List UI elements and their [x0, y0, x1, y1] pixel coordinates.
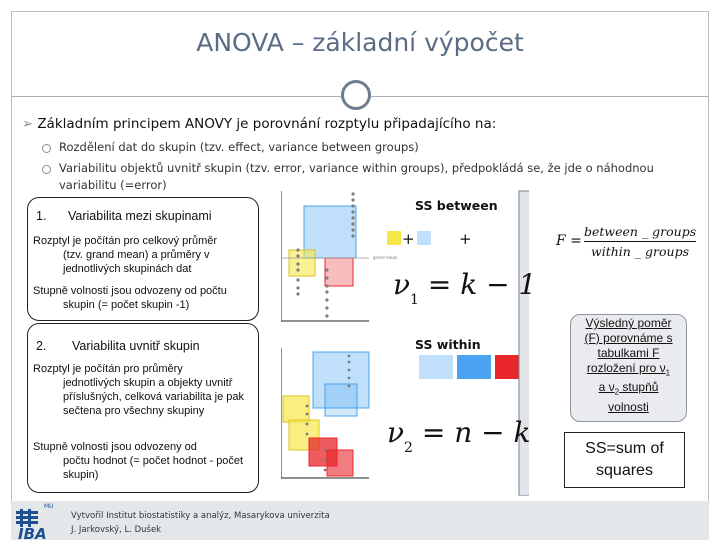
f-denominator: within _ groups [591, 244, 689, 259]
nu-index: 2 [404, 440, 413, 456]
box-heading: Variabilita uvnitř skupin [72, 339, 200, 353]
paragraph-line: Rozptyl je počítán pro celkový průměr [33, 235, 218, 247]
paragraph-line: (tzv. grand mean) a průměry v jednotlivých skupinách dat [63, 249, 210, 275]
bullet-arrow-icon: ➢ [22, 116, 34, 132]
paragraph-line: Rozptyl je počítán pro průměry [33, 363, 183, 375]
grand-mean-label: grand mean [373, 255, 398, 260]
formula-rhs: = n − k [412, 416, 531, 449]
paragraph-line: jednotlivých skupin a objekty uvnitř příslušných, celková variabilita je pak sečtena pro všechny skupiny [63, 377, 244, 417]
lead-text [22, 116, 496, 132]
footer [11, 501, 709, 540]
callout-index: 2 [614, 387, 620, 397]
ss-within-label: SS within [415, 337, 481, 352]
nu-symbol: ν [393, 268, 411, 301]
ss-note-line: SS=sum of [585, 440, 664, 457]
paragraph-line: Stupně volnosti jsou odvozeny od počtu [33, 285, 227, 297]
df-paragraph [33, 284, 252, 312]
ss-definition-box [564, 432, 685, 488]
footer-line: J. Jarkovský, L. Dušek [71, 525, 162, 535]
f-lhs: F = [556, 233, 582, 249]
footer-line: Vytvořil Institut biostatistiky a analýz, Masarykova univerzita [71, 511, 330, 521]
bullet-text: Rozdělení dat do skupin (tzv. effect, variance between groups) [59, 140, 419, 154]
nu-symbol: ν [387, 416, 405, 449]
paragraph-line: Stupně volnosti jsou odvozeny od [33, 441, 197, 453]
plus-sign: + [459, 230, 472, 248]
callout-index: 1 [665, 368, 671, 378]
formula-rhs: = k − 1 [418, 268, 537, 301]
box-heading: Variabilita mezi skupinami [68, 209, 212, 223]
plus-sign: + [402, 230, 415, 248]
fraction-bar [584, 241, 696, 242]
bullet-item [44, 139, 664, 156]
bullet-circle-icon [42, 144, 51, 153]
divider-ring-ornament [341, 80, 371, 110]
ss-note-line: squares [596, 462, 653, 479]
ss-between-label: SS between [415, 198, 498, 213]
logo-small-text: MU [44, 503, 54, 510]
lead-label: Základním principem ANOVY je porovnání rozptylu připadajícího na: [37, 116, 497, 132]
variance-paragraph [33, 362, 252, 418]
callout-line: stupňů [619, 380, 659, 395]
f-numerator: between _ groups [584, 224, 697, 239]
callout-line: (F) porovnáme s [584, 331, 673, 345]
footer-credits [71, 509, 330, 537]
slide-title: ANOVA – základní výpočet [196, 28, 524, 57]
between-groups-box [27, 197, 259, 321]
bullet-text: Variabilitu objektů uvnitř skupin (tzv. error, variance within groups), předpokládá se, že jde o náhodnou variabilitu (=error) [59, 161, 654, 192]
ss-diagram [281, 188, 537, 496]
iba-logo [14, 501, 60, 540]
box-number: 1. [36, 209, 47, 223]
callout-line: Výsledný poměr [585, 316, 672, 330]
nu-index: 1 [410, 292, 419, 308]
within-groups-box [27, 323, 259, 493]
df-paragraph [33, 440, 252, 482]
callout-line: tabulkami F [597, 346, 660, 360]
box-number: 2. [36, 339, 47, 353]
result-callout [570, 314, 687, 422]
paragraph-line: počtu hodnot (= počet hodnot - počet skupin) [63, 455, 244, 481]
logo-text: IBA [18, 525, 47, 540]
nu1-formula [393, 268, 536, 308]
callout-line: a ν [598, 380, 615, 395]
variance-paragraph [33, 234, 252, 276]
bullet-circle-icon [42, 165, 51, 174]
nu2-formula [387, 416, 530, 456]
callout-line: volnosti [608, 399, 649, 414]
logo-graphic [14, 501, 60, 540]
callout-line: rozložení pro ν [586, 361, 666, 375]
paragraph-line: skupin (= počet skupin -1) [63, 299, 190, 311]
